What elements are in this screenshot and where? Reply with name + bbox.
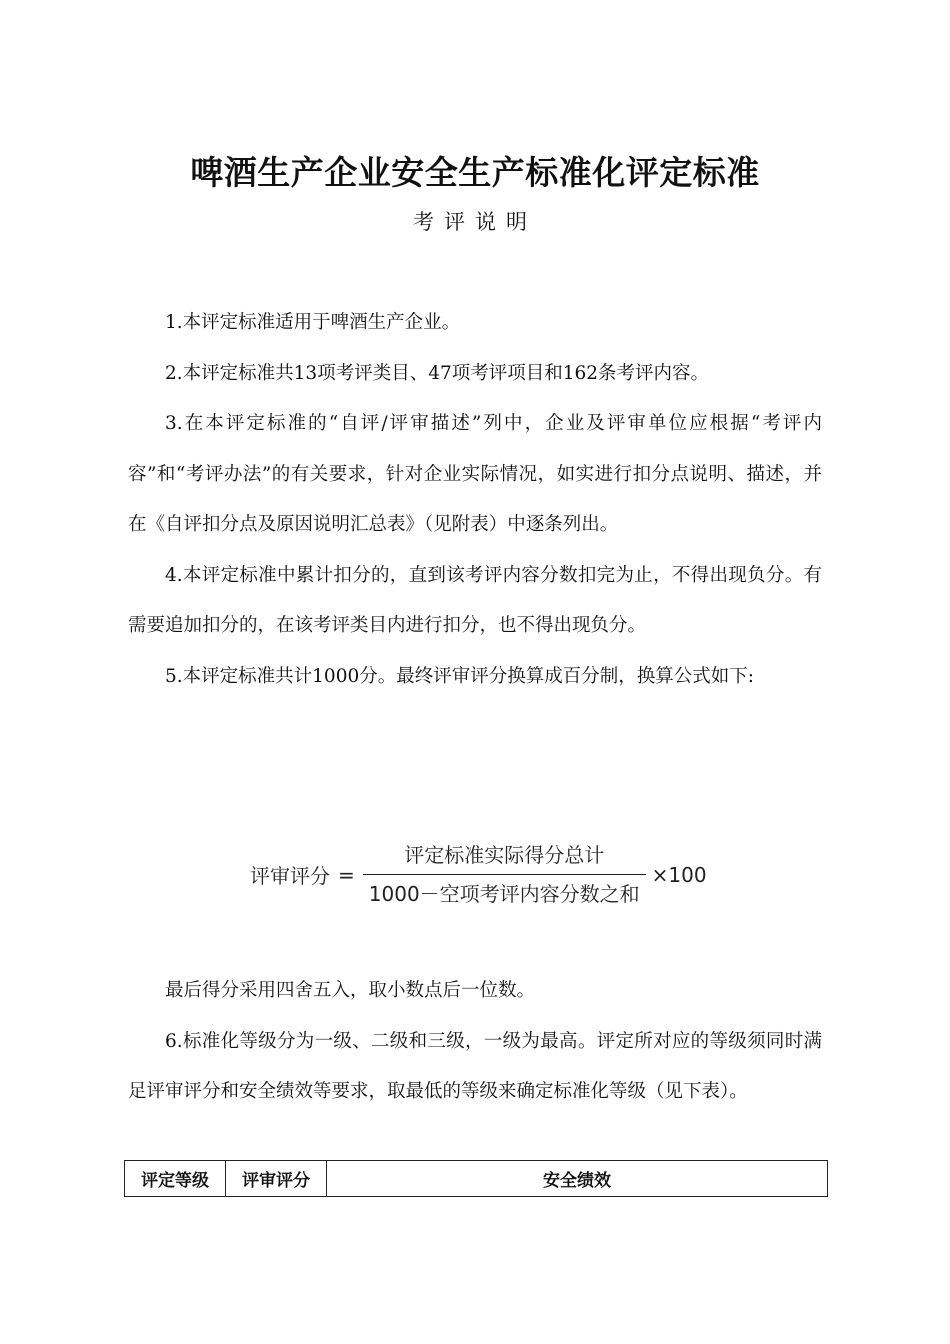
- formula-lhs: 评审评分: [250, 864, 330, 888]
- paragraph-5: 5.本评定标准共计1000分。最终评审评分换算成百分制，换算公式如下:: [165, 665, 754, 687]
- paragraph-6: 6.标准化等级分为一级、二级和三级，一级为最高。评定所对应的等级须同时满足评审评分和安全绩效等要求，取最低的等级来确定标准化等级（见下表）。: [128, 1030, 822, 1102]
- paragraph-4: 4.本评定标准中累计扣分的，直到该考评内容分数扣完为止，不得出现负分。有需要追加扣分的，在该考评类目内进行扣分，也不得出现负分。: [128, 564, 822, 636]
- table-header-score: 评审评分: [226, 1161, 327, 1197]
- formula-equals: =: [338, 862, 355, 887]
- rounding-note: 最后得分采用四舍五入，取小数点后一位数。: [165, 980, 536, 1001]
- table-header-performance: 安全绩效: [327, 1161, 828, 1197]
- after-formula-text: [128, 966, 822, 1118]
- formula-denominator: 1000－空项考评内容分数之和: [368, 882, 640, 906]
- table-header-grade: 评定等级: [125, 1161, 226, 1197]
- document-subtitle: 考评说明: [413, 210, 537, 234]
- table-header-row: [125, 1161, 828, 1197]
- paragraph-3: 3.在本评定标准的“自评/评审描述”列中，企业及评审单位应根据“考评内容”和“考评办法”的有关要求，针对企业实际情况，如实进行扣分点说明、描述，并在《自评扣分点及原因说明汇总表》（见附表）中逐条列出。: [128, 413, 822, 535]
- grade-table: [124, 1160, 828, 1197]
- body-text: [128, 298, 822, 702]
- document-title: 啤酒生产企业安全生产标准化评定标准: [190, 153, 760, 192]
- paragraph-2: 2.本评定标准共13项考评类目、47项考评项目和162条考评内容。: [165, 362, 710, 384]
- formula-multiplier: ×100: [651, 862, 707, 887]
- paragraph-1: 1.本评定标准适用于啤酒生产企业。: [165, 312, 461, 333]
- formula-fraction: [363, 840, 646, 909]
- score-formula: [250, 840, 707, 909]
- formula-numerator: 评定标准实际得分总计: [404, 843, 605, 867]
